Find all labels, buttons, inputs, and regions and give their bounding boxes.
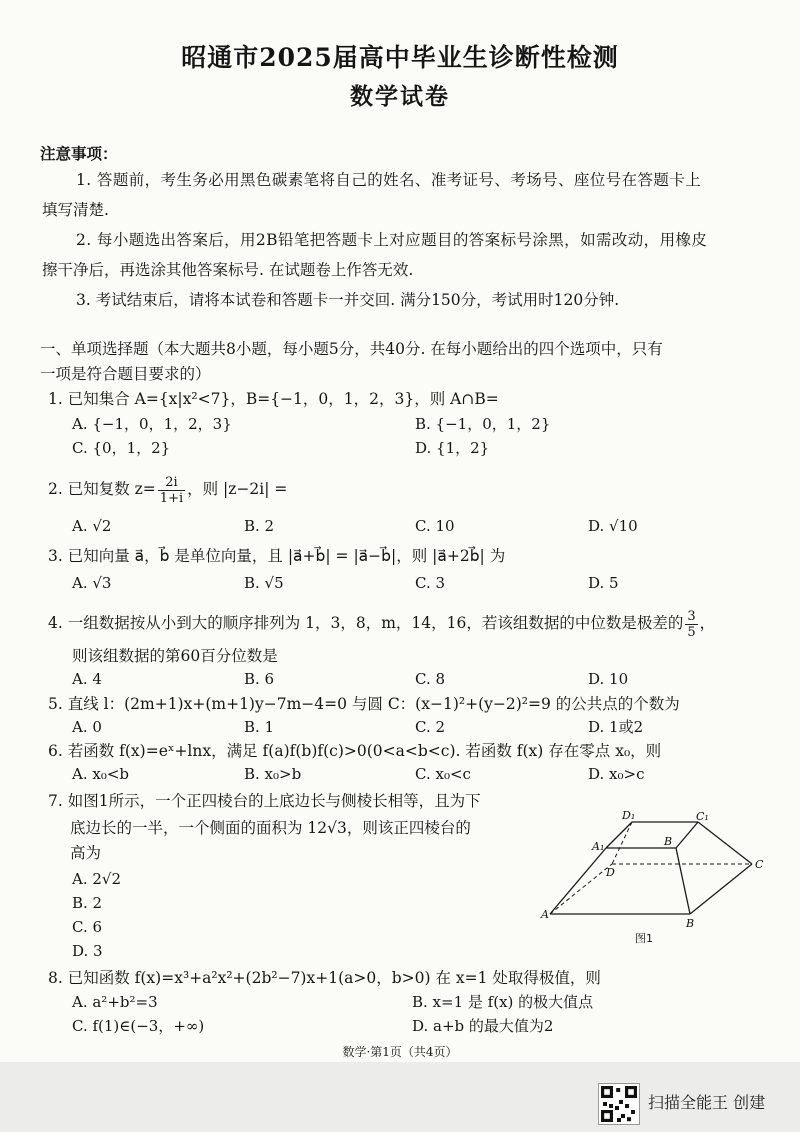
q8-stem: 8. 已知函数 f(x)=x³+a²x²+(2b²−7)x+1(a>0，b>0) 在 x=1 处取得极值，则 (48, 969, 601, 987)
q2-frac-den: 1+i (159, 490, 184, 506)
q7-stem-line-1: 7. 如图1所示，一个正四棱台的上底边长与侧棱长相等，且为下 (48, 792, 481, 810)
frustum-figure (540, 808, 780, 958)
q2-fraction (158, 475, 185, 506)
note-1-line-1: 1. 答题前，考生务必用黑色碳素笔将自己的姓名、准考证号、考场号、座位号在答题卡上 (76, 171, 702, 189)
edge-d1d (612, 822, 632, 864)
q5-option-c: C. 2 (415, 718, 446, 736)
q7-option-a: A. 2√2 (72, 870, 122, 888)
q4-stem-line-2: 则该组数据的第60百分位数是 (72, 647, 278, 665)
q2-stem-post: ，则 |z−2i| = (187, 480, 288, 498)
note-3: 3. 考试结束后，请将本试卷和答题卡一并交回. 满分150分，考试用时120分钟. (76, 291, 620, 309)
q4-option-c: C. 8 (415, 670, 446, 688)
q1-option-b: B. {−1，0，1，2} (415, 415, 551, 433)
q4-option-d: D. 10 (588, 670, 629, 688)
qr-code-icon (598, 1083, 640, 1125)
q6-option-a: A. x₀<b (72, 765, 130, 783)
q2-option-d: D. √10 (588, 517, 638, 535)
q5-option-b: B. 1 (244, 718, 275, 736)
q6-stem: 6. 若函数 f(x)=eˣ+lnx，满足 f(a)f(b)f(c)>0(0<a<b<c). 若函数 f(x) 存在零点 x₀，则 (48, 742, 662, 760)
q1-option-d: D. {1，2} (415, 439, 490, 457)
q1-option-a: A. {−1，0，1，2，3} (72, 415, 232, 433)
section-heading-line-1: 一、单项选择题（本大题共8小题，每小题5分，共40分. 在每小题给出的四个选项中，只有 (40, 340, 663, 358)
q4-stem-post: ， (699, 614, 716, 632)
q2-stem (48, 472, 287, 506)
edge-bc (690, 864, 752, 914)
q3-option-a: A. √3 (72, 574, 112, 592)
q5-option-d: D. 1或2 (588, 718, 644, 736)
note-2-line-2: 擦干净后，再选涂其他答案标号. 在试题卷上作答无效. (42, 261, 414, 279)
exam-subtitle: 数学试卷 (350, 83, 450, 110)
label-c: C (755, 858, 764, 871)
q4-stem-pre: 4. 一组数据按从小到大的顺序排列为 1，3，8，m，14，16，若该组数据的中位数是极差的 (48, 614, 684, 632)
q7-stem-line-3: 高为 (70, 844, 102, 862)
q5-option-a: A. 0 (72, 718, 102, 736)
section-heading-line-2: 一项是符合题目要求的） (40, 365, 211, 383)
q8-option-a: A. a²+b²=3 (72, 993, 158, 1011)
figure-caption: 图1 (635, 932, 653, 945)
q4-stem (48, 606, 715, 640)
scanner-brand-label: 扫描全能王 创建 (648, 1093, 766, 1112)
note-2-line-1: 2. 每小题选出答案后，用2B铅笔把答题卡上对应题目的答案标号涂黑，如需改动，用橡皮 (76, 231, 708, 249)
edge-a1d1 (606, 822, 632, 848)
label-a1: A₁ (592, 840, 605, 853)
q7-option-b: B. 2 (72, 894, 103, 912)
q4-frac-den: 5 (687, 624, 696, 640)
edge-b1b (676, 848, 690, 914)
label-a: A (541, 908, 549, 921)
edge-a1a (550, 848, 606, 914)
edge-ad (550, 864, 612, 914)
q2-option-b: B. 2 (244, 517, 275, 535)
notes-heading: 注意事项： (40, 144, 118, 163)
q4-option-a: A. 4 (72, 670, 102, 688)
q4-frac-num: 3 (687, 608, 696, 624)
q6-option-c: C. x₀<c (415, 765, 471, 783)
q3-option-c: C. 3 (415, 574, 446, 592)
q6-option-d: D. x₀>c (588, 765, 645, 783)
q3-option-d: D. 5 (588, 574, 619, 592)
q8-option-c: C. f(1)∈(−3，+∞) (72, 1017, 205, 1035)
label-c1: C₁ (696, 810, 709, 823)
q8-option-b: B. x=1 是 f(x) 的极大值点 (412, 993, 594, 1011)
edge-c1b1 (676, 822, 698, 848)
q2-frac-num: 2i (158, 475, 185, 491)
q4-fraction (685, 609, 697, 640)
q7-option-d: D. 3 (72, 942, 103, 960)
page-footer: 数学·第1页（共4页） (342, 1045, 458, 1059)
label-d: D (606, 866, 615, 879)
q4-option-b: B. 6 (244, 670, 275, 688)
note-1-line-2: 填写清楚. (42, 201, 109, 219)
q3-stem: 3. 已知向量 a⃗，b⃗ 是单位向量，且 |a⃗+b⃗| = |a⃗−b⃗|，则 |a⃗+2b⃗| 为 (48, 547, 506, 565)
q5-stem: 5. 直线 l：(2m+1)x+(m+1)y−7m−4=0 与圆 C：(x−1)²+(y−2)²=9 的公共点的个数为 (48, 695, 680, 713)
q1-stem: 1. 已知集合 A={x|x²<7}，B={−1，0，1，2，3}，则 A∩B= (48, 390, 499, 408)
q8-option-d: D. a+b 的最大值为2 (412, 1017, 554, 1035)
q2-option-c: C. 10 (415, 517, 455, 535)
edge-c1c (698, 822, 752, 864)
q7-stem-line-2: 底边长的一半，一个侧面的面积为 12√3，则该正四棱台的 (70, 819, 471, 837)
q6-option-b: B. x₀>b (244, 765, 302, 783)
label-b: B (686, 917, 695, 930)
q7-option-c: C. 6 (72, 918, 103, 936)
q2-stem-pre: 2. 已知复数 z= (48, 480, 156, 498)
q3-option-b: B. √5 (244, 574, 284, 592)
exam-title: 昭通市2025届高中毕业生诊断性检测 (181, 43, 619, 72)
q1-option-c: C. {0，1，2} (72, 439, 171, 457)
label-d1: D₁ (622, 809, 636, 822)
label-b1: B (664, 835, 673, 848)
q2-option-a: A. √2 (72, 517, 112, 535)
